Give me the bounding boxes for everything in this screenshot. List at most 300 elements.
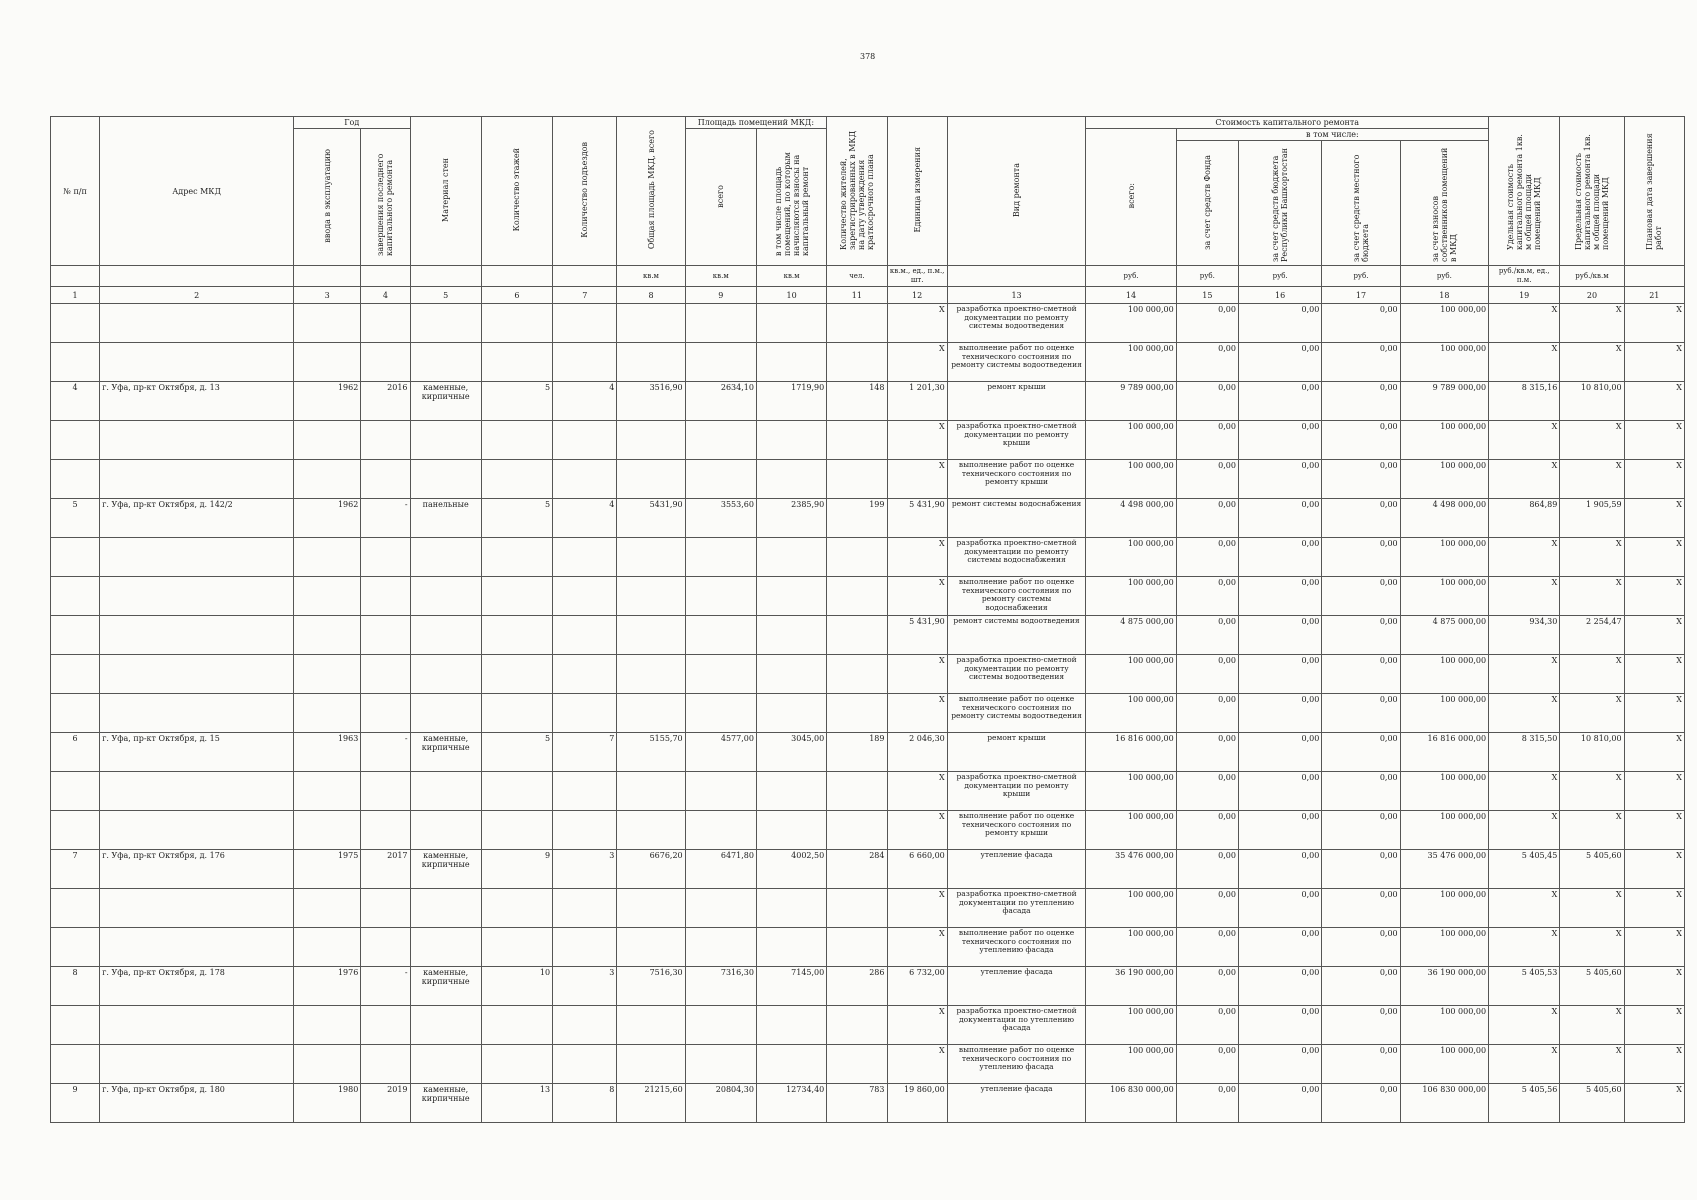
cell-cost-local: 0,00 xyxy=(1322,1084,1400,1123)
cell-planned-date: X xyxy=(1624,928,1684,967)
cell-planned-date: X xyxy=(1624,382,1684,421)
unit-cell: кв.м xyxy=(685,266,756,287)
cell-address xyxy=(100,889,294,928)
cell-row-number xyxy=(51,538,100,577)
cell-repair-type: ремонт крыши xyxy=(947,382,1086,421)
cell-total-area: 6676,20 xyxy=(617,850,685,889)
cell-floors xyxy=(481,421,552,460)
cell-wall-material: каменные, кирпичные xyxy=(410,1084,481,1123)
cell-cost-fund: 0,00 xyxy=(1176,304,1238,343)
cell-cost-local: 0,00 xyxy=(1322,421,1400,460)
cell-year-commission xyxy=(294,694,361,733)
cell-cost-owners: 100 000,00 xyxy=(1400,460,1488,499)
cell-area-total xyxy=(685,538,756,577)
cell-row-number xyxy=(51,343,100,382)
cell-year-commission xyxy=(294,1006,361,1045)
cell-row-number xyxy=(51,655,100,694)
unit-cell: руб./кв.м, ед., п.м. xyxy=(1489,266,1560,287)
cell-area-contrib xyxy=(756,811,826,850)
cell-cost-fund: 0,00 xyxy=(1176,772,1238,811)
cell-address xyxy=(100,577,294,616)
column-number-cell: 2 xyxy=(100,287,294,304)
cell-max-cost: X xyxy=(1560,1006,1624,1045)
cell-year-last-repair: 2017 xyxy=(361,850,410,889)
cell-cost-republic: 0,00 xyxy=(1238,694,1321,733)
cell-cost-owners: 100 000,00 xyxy=(1400,772,1488,811)
cell-max-cost: 5 405,60 xyxy=(1560,1084,1624,1123)
header-address: Адрес МКД xyxy=(100,117,294,266)
cell-year-commission xyxy=(294,577,361,616)
cell-wall-material: каменные, кирпичные xyxy=(410,733,481,772)
cell-planned-date: X xyxy=(1624,733,1684,772)
cell-unit-cost: X xyxy=(1489,889,1560,928)
cell-cost-local: 0,00 xyxy=(1322,694,1400,733)
cell-total-area: 7516,30 xyxy=(617,967,685,1006)
cell-cost-fund: 0,00 xyxy=(1176,889,1238,928)
cell-entrances xyxy=(553,694,617,733)
cell-area-contrib: 2385,90 xyxy=(756,499,826,538)
cell-floors: 5 xyxy=(481,382,552,421)
cell-total-area xyxy=(617,811,685,850)
table-row xyxy=(51,499,1685,538)
cell-cost-republic: 0,00 xyxy=(1238,1084,1321,1123)
cell-entrances: 3 xyxy=(553,850,617,889)
cell-year-last-repair xyxy=(361,538,410,577)
cell-unit-cost: 5 405,45 xyxy=(1489,850,1560,889)
cell-area-total xyxy=(685,889,756,928)
cell-cost-owners: 100 000,00 xyxy=(1400,343,1488,382)
cell-row-number xyxy=(51,304,100,343)
cell-area-total xyxy=(685,460,756,499)
cell-cost-owners: 106 830 000,00 xyxy=(1400,1084,1488,1123)
cell-wall-material: панельные xyxy=(410,499,481,538)
cell-cost-owners: 100 000,00 xyxy=(1400,577,1488,616)
cell-cost-local: 0,00 xyxy=(1322,928,1400,967)
cell-repair-type: ремонт системы водоотведения xyxy=(947,616,1086,655)
cell-year-last-repair: - xyxy=(361,967,410,1006)
cell-total-area xyxy=(617,889,685,928)
cell-planned-date: X xyxy=(1624,1045,1684,1084)
cell-planned-date: X xyxy=(1624,889,1684,928)
unit-cell: руб. xyxy=(1238,266,1321,287)
cell-unit-value: X xyxy=(887,460,947,499)
cell-row-number xyxy=(51,616,100,655)
cell-unit-cost: X xyxy=(1489,421,1560,460)
cell-cost-republic: 0,00 xyxy=(1238,499,1321,538)
column-number-cell: 17 xyxy=(1322,287,1400,304)
cell-unit-value: X xyxy=(887,304,947,343)
cell-repair-type: разработка проектно-сметной документации по ремонту крыши xyxy=(947,772,1086,811)
cell-max-cost: X xyxy=(1560,811,1624,850)
cell-cost-total: 100 000,00 xyxy=(1086,1006,1176,1045)
cell-floors: 5 xyxy=(481,733,552,772)
cell-cost-total: 16 816 000,00 xyxy=(1086,733,1176,772)
header-fund: за счет средств Фонда xyxy=(1176,141,1238,266)
cell-floors xyxy=(481,343,552,382)
cell-address xyxy=(100,421,294,460)
header-residents: Количество жителей, зарегистрированных в МКД на дату утверждения краткосрочного плана xyxy=(827,117,887,266)
unit-cell xyxy=(294,266,361,287)
cell-total-area xyxy=(617,772,685,811)
cell-residents xyxy=(827,304,887,343)
cell-entrances xyxy=(553,577,617,616)
cell-cost-fund: 0,00 xyxy=(1176,733,1238,772)
cell-wall-material xyxy=(410,1045,481,1084)
cell-planned-date: X xyxy=(1624,772,1684,811)
cell-cost-fund: 0,00 xyxy=(1176,850,1238,889)
cell-address xyxy=(100,694,294,733)
cell-entrances xyxy=(553,421,617,460)
cell-year-last-repair xyxy=(361,811,410,850)
cell-planned-date: X xyxy=(1624,655,1684,694)
cell-residents: 189 xyxy=(827,733,887,772)
cell-residents xyxy=(827,1045,887,1084)
cell-entrances xyxy=(553,343,617,382)
page-number: 378 xyxy=(860,52,876,61)
cell-cost-local: 0,00 xyxy=(1322,577,1400,616)
cell-year-last-repair: 2019 xyxy=(361,1084,410,1123)
cell-cost-fund: 0,00 xyxy=(1176,421,1238,460)
cell-row-number: 6 xyxy=(51,733,100,772)
cell-planned-date: X xyxy=(1624,694,1684,733)
cell-wall-material xyxy=(410,343,481,382)
unit-cell xyxy=(553,266,617,287)
cell-wall-material xyxy=(410,889,481,928)
table-row xyxy=(51,694,1685,733)
cell-year-commission: 1963 xyxy=(294,733,361,772)
cell-year-last-repair xyxy=(361,655,410,694)
unit-cell: руб. xyxy=(1176,266,1238,287)
cell-total-area xyxy=(617,1045,685,1084)
cell-floors: 13 xyxy=(481,1084,552,1123)
cell-year-last-repair xyxy=(361,577,410,616)
cell-wall-material xyxy=(410,1006,481,1045)
cell-address: г. Уфа, пр-кт Октября, д. 178 xyxy=(100,967,294,1006)
cell-unit-cost: X xyxy=(1489,811,1560,850)
cell-floors xyxy=(481,772,552,811)
column-number-cell: 1 xyxy=(51,287,100,304)
cell-floors xyxy=(481,1045,552,1084)
unit-cell: кв.м xyxy=(617,266,685,287)
table-row xyxy=(51,538,1685,577)
column-number-cell: 12 xyxy=(887,287,947,304)
column-number-cell: 10 xyxy=(756,287,826,304)
cell-unit-value: X xyxy=(887,1045,947,1084)
cell-cost-owners: 100 000,00 xyxy=(1400,538,1488,577)
column-number-cell: 4 xyxy=(361,287,410,304)
cell-year-commission: 1980 xyxy=(294,1084,361,1123)
cell-planned-date: X xyxy=(1624,1006,1684,1045)
cell-wall-material xyxy=(410,577,481,616)
cell-repair-type: выполнение работ по оценке технического состояния по утеплению фасада xyxy=(947,1045,1086,1084)
cell-area-total xyxy=(685,928,756,967)
cell-residents xyxy=(827,811,887,850)
cell-planned-date: X xyxy=(1624,811,1684,850)
cell-cost-owners: 100 000,00 xyxy=(1400,655,1488,694)
cell-repair-type: разработка проектно-сметной документации по утеплению фасада xyxy=(947,889,1086,928)
cell-cost-owners: 4 498 000,00 xyxy=(1400,499,1488,538)
cell-max-cost: X xyxy=(1560,772,1624,811)
cell-area-total xyxy=(685,577,756,616)
cell-area-contrib xyxy=(756,928,826,967)
cell-year-last-repair xyxy=(361,928,410,967)
cell-cost-local: 0,00 xyxy=(1322,616,1400,655)
unit-cell: чел. xyxy=(827,266,887,287)
cell-area-contrib: 7145,00 xyxy=(756,967,826,1006)
cell-cost-fund: 0,00 xyxy=(1176,382,1238,421)
column-number-cell: 15 xyxy=(1176,287,1238,304)
cell-year-commission xyxy=(294,616,361,655)
cell-unit-value: 5 431,90 xyxy=(887,499,947,538)
cell-max-cost: 2 254,47 xyxy=(1560,616,1624,655)
cell-cost-owners: 100 000,00 xyxy=(1400,1006,1488,1045)
cell-unit-value: 6 660,00 xyxy=(887,850,947,889)
cell-unit-value: 5 431,90 xyxy=(887,616,947,655)
cell-year-commission xyxy=(294,304,361,343)
cell-repair-type: выполнение работ по оценке технического состояния по ремонту крыши xyxy=(947,460,1086,499)
header-unit: Единица измерения xyxy=(887,117,947,266)
cell-cost-total: 100 000,00 xyxy=(1086,421,1176,460)
cell-total-area xyxy=(617,421,685,460)
table-row xyxy=(51,967,1685,1006)
cell-area-contrib xyxy=(756,655,826,694)
table-row xyxy=(51,421,1685,460)
cell-year-last-repair: - xyxy=(361,499,410,538)
cell-cost-local: 0,00 xyxy=(1322,733,1400,772)
cell-cost-total: 106 830 000,00 xyxy=(1086,1084,1176,1123)
cell-cost-fund: 0,00 xyxy=(1176,694,1238,733)
cell-entrances: 3 xyxy=(553,967,617,1006)
cell-cost-local: 0,00 xyxy=(1322,811,1400,850)
table-row xyxy=(51,850,1685,889)
cell-planned-date: X xyxy=(1624,304,1684,343)
cell-cost-total: 100 000,00 xyxy=(1086,655,1176,694)
cell-year-commission xyxy=(294,421,361,460)
cell-area-total: 6471,80 xyxy=(685,850,756,889)
cell-area-total: 4577,00 xyxy=(685,733,756,772)
cell-residents: 284 xyxy=(827,850,887,889)
table-row xyxy=(51,304,1685,343)
cell-year-commission xyxy=(294,343,361,382)
header-area-contrib: в том числе площадь помещений, по которым начисляются взносы на капитальный ремонт xyxy=(756,129,826,266)
cell-wall-material xyxy=(410,928,481,967)
cell-total-area xyxy=(617,343,685,382)
cell-address xyxy=(100,343,294,382)
cell-address: г. Уфа, пр-кт Октября, д. 180 xyxy=(100,1084,294,1123)
cell-cost-local: 0,00 xyxy=(1322,889,1400,928)
cell-year-commission xyxy=(294,811,361,850)
cell-address: г. Уфа, пр-кт Октября, д. 176 xyxy=(100,850,294,889)
header-cost-group: Стоимость капитального ремонта xyxy=(1086,117,1489,129)
cell-area-contrib xyxy=(756,460,826,499)
cell-cost-local: 0,00 xyxy=(1322,850,1400,889)
cell-row-number: 9 xyxy=(51,1084,100,1123)
cell-residents xyxy=(827,538,887,577)
cell-row-number xyxy=(51,577,100,616)
cell-year-last-repair xyxy=(361,460,410,499)
table-row xyxy=(51,811,1685,850)
cell-cost-fund: 0,00 xyxy=(1176,460,1238,499)
cell-wall-material xyxy=(410,616,481,655)
cell-floors xyxy=(481,460,552,499)
cell-cost-republic: 0,00 xyxy=(1238,304,1321,343)
cell-cost-owners: 100 000,00 xyxy=(1400,304,1488,343)
cell-cost-total: 100 000,00 xyxy=(1086,772,1176,811)
cell-cost-total: 100 000,00 xyxy=(1086,694,1176,733)
column-number-cell: 11 xyxy=(827,287,887,304)
cell-cost-republic: 0,00 xyxy=(1238,772,1321,811)
cell-unit-value: X xyxy=(887,343,947,382)
unit-cell xyxy=(481,266,552,287)
cell-unit-cost: 5 405,56 xyxy=(1489,1084,1560,1123)
cell-cost-fund: 0,00 xyxy=(1176,616,1238,655)
cell-cost-local: 0,00 xyxy=(1322,538,1400,577)
cell-residents xyxy=(827,889,887,928)
cell-year-last-repair xyxy=(361,1006,410,1045)
cell-cost-local: 0,00 xyxy=(1322,655,1400,694)
cell-cost-republic: 0,00 xyxy=(1238,343,1321,382)
cell-row-number xyxy=(51,460,100,499)
cell-max-cost: 10 810,00 xyxy=(1560,733,1624,772)
cell-area-contrib xyxy=(756,889,826,928)
repair-plan-table-container xyxy=(50,116,1685,1123)
cell-cost-republic: 0,00 xyxy=(1238,889,1321,928)
cell-max-cost: X xyxy=(1560,889,1624,928)
cell-year-last-repair: 2016 xyxy=(361,382,410,421)
cell-year-last-repair xyxy=(361,304,410,343)
cell-residents: 783 xyxy=(827,1084,887,1123)
cell-entrances xyxy=(553,1006,617,1045)
header-cost-total: всего: xyxy=(1086,129,1176,266)
cell-unit-value: 6 732,00 xyxy=(887,967,947,1006)
cell-row-number: 8 xyxy=(51,967,100,1006)
cell-unit-value: X xyxy=(887,421,947,460)
cell-row-number xyxy=(51,889,100,928)
unit-cell xyxy=(361,266,410,287)
cell-floors xyxy=(481,655,552,694)
cell-area-contrib xyxy=(756,772,826,811)
cell-total-area xyxy=(617,304,685,343)
cell-max-cost: X xyxy=(1560,304,1624,343)
cell-unit-cost: X xyxy=(1489,694,1560,733)
cell-cost-republic: 0,00 xyxy=(1238,733,1321,772)
cell-floors xyxy=(481,811,552,850)
header-repair-type: Вид ремонта xyxy=(947,117,1086,266)
cell-row-number: 5 xyxy=(51,499,100,538)
cell-cost-owners: 100 000,00 xyxy=(1400,421,1488,460)
cell-planned-date: X xyxy=(1624,850,1684,889)
header-year-commission: ввода в эксплуатацию xyxy=(294,129,361,266)
cell-area-contrib xyxy=(756,577,826,616)
table-row xyxy=(51,382,1685,421)
cell-cost-republic: 0,00 xyxy=(1238,928,1321,967)
cell-year-commission xyxy=(294,772,361,811)
cell-repair-type: разработка проектно-сметной документации по утеплению фасада xyxy=(947,1006,1086,1045)
header-area-group: Площадь помещений МКД: xyxy=(685,117,827,129)
cell-residents: 148 xyxy=(827,382,887,421)
cell-residents xyxy=(827,1006,887,1045)
header-floors: Количество этажей xyxy=(481,117,552,266)
cell-area-total xyxy=(685,616,756,655)
column-number-cell: 21 xyxy=(1624,287,1684,304)
cell-year-commission xyxy=(294,1045,361,1084)
cell-cost-republic: 0,00 xyxy=(1238,850,1321,889)
cell-wall-material xyxy=(410,460,481,499)
cell-cost-republic: 0,00 xyxy=(1238,1045,1321,1084)
cell-residents xyxy=(827,343,887,382)
cell-unit-value: X xyxy=(887,772,947,811)
cell-planned-date: X xyxy=(1624,577,1684,616)
cell-year-commission xyxy=(294,889,361,928)
cell-unit-cost: 8 315,50 xyxy=(1489,733,1560,772)
cell-unit-cost: X xyxy=(1489,772,1560,811)
header-owners: за счет взносов собственников помещений в МКД xyxy=(1400,141,1488,266)
cell-cost-total: 9 789 000,00 xyxy=(1086,382,1176,421)
header-entrances: Количество подъездов xyxy=(553,117,617,266)
cell-wall-material xyxy=(410,304,481,343)
cell-unit-value: X xyxy=(887,655,947,694)
cell-residents: 199 xyxy=(827,499,887,538)
cell-repair-type: утепление фасада xyxy=(947,967,1086,1006)
cell-year-commission: 1962 xyxy=(294,499,361,538)
cell-row-number xyxy=(51,694,100,733)
unit-cell: руб. xyxy=(1400,266,1488,287)
cell-area-contrib xyxy=(756,538,826,577)
table-row xyxy=(51,1084,1685,1123)
cell-cost-republic: 0,00 xyxy=(1238,538,1321,577)
cell-area-contrib xyxy=(756,343,826,382)
cell-row-number xyxy=(51,811,100,850)
cell-floors xyxy=(481,577,552,616)
cell-entrances xyxy=(553,928,617,967)
cell-cost-republic: 0,00 xyxy=(1238,811,1321,850)
cell-cost-local: 0,00 xyxy=(1322,967,1400,1006)
cell-max-cost: 5 405,60 xyxy=(1560,967,1624,1006)
cell-year-commission xyxy=(294,538,361,577)
cell-cost-total: 100 000,00 xyxy=(1086,304,1176,343)
cell-address xyxy=(100,811,294,850)
cell-unit-value: X xyxy=(887,928,947,967)
table-row xyxy=(51,343,1685,382)
cell-cost-fund: 0,00 xyxy=(1176,967,1238,1006)
cell-wall-material: каменные, кирпичные xyxy=(410,967,481,1006)
column-number-cell: 19 xyxy=(1489,287,1560,304)
unit-cell: кв.м xyxy=(756,266,826,287)
cell-cost-republic: 0,00 xyxy=(1238,421,1321,460)
table-body xyxy=(51,304,1685,1123)
cell-floors xyxy=(481,538,552,577)
cell-row-number: 7 xyxy=(51,850,100,889)
cell-year-last-repair: - xyxy=(361,733,410,772)
cell-cost-total: 100 000,00 xyxy=(1086,811,1176,850)
header-republic-budget: за счет средств бюджета Республики Башкортостан xyxy=(1238,141,1321,266)
cell-cost-republic: 0,00 xyxy=(1238,655,1321,694)
column-number-cell: 8 xyxy=(617,287,685,304)
cell-entrances xyxy=(553,304,617,343)
cell-row-number xyxy=(51,1006,100,1045)
cell-repair-type: разработка проектно-сметной документации по ремонту системы водоотведения xyxy=(947,655,1086,694)
cell-address xyxy=(100,1006,294,1045)
cell-entrances: 7 xyxy=(553,733,617,772)
cell-residents xyxy=(827,460,887,499)
table-row xyxy=(51,460,1685,499)
cell-repair-type: ремонт крыши xyxy=(947,733,1086,772)
header-num: № п/п xyxy=(51,117,100,266)
table-row xyxy=(51,1045,1685,1084)
cell-unit-cost: X xyxy=(1489,928,1560,967)
cell-cost-owners: 36 190 000,00 xyxy=(1400,967,1488,1006)
cell-address xyxy=(100,538,294,577)
